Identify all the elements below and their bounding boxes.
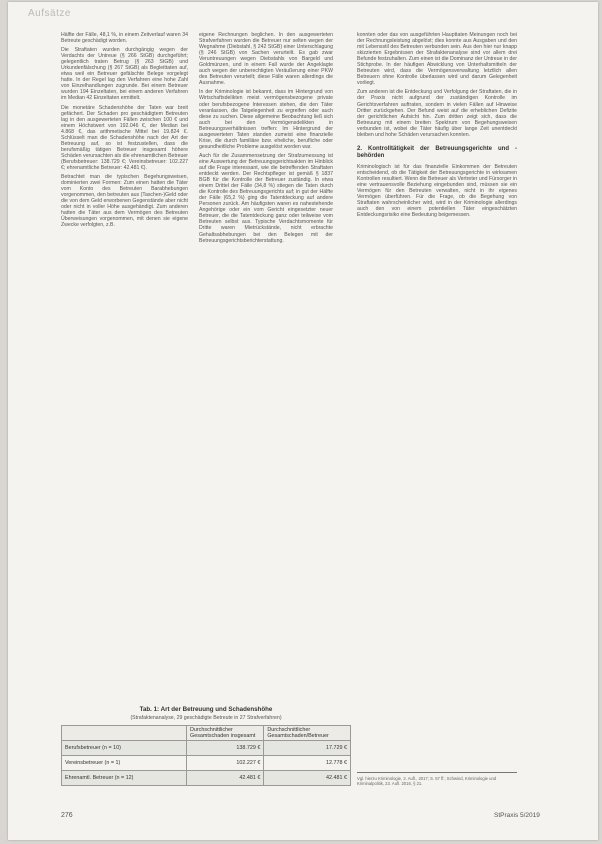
section-label: Aufsätze	[28, 8, 71, 19]
table-title: Tab. 1: Art der Betreuung und Schadenshöhe	[139, 706, 273, 713]
table-header-row	[62, 726, 351, 741]
damage-table	[61, 725, 351, 786]
table-cell: 12.778 €	[264, 756, 351, 771]
page-number: 276	[61, 812, 73, 819]
table-row	[62, 741, 351, 756]
table-cell: 42.481 €	[187, 771, 264, 786]
document-page	[8, 2, 598, 840]
paragraph: Die Straftaten wurden durchgängig wegen der Verdachts der Untreue (§ 266 StGB) durchgeführt; gelegentlich traten Betrug (§ 263 StGB) und Urkundenfälschung (§ 267 StGB) als Begleittaten auf, etwa weil ein Betreuer gefälschte Belege vorgelegt hatte. In der Regel lag den Verfahren eine hohe Zahl von Einzelhandlungen zugrunde. Bei einem Betreuer wurden 194 Einzeltaten, bei einem anderen Verfahren im Median 42 Einzeltaten ermittelt.	[61, 47, 188, 102]
table-cell: 17.729 €	[264, 741, 351, 756]
paragraph: Hälfte der Fälle, 48,1 %, in einem Zeitverlauf waren 34 Betreute geschädigt worden.	[61, 32, 188, 45]
column-middle	[199, 32, 333, 247]
column-left	[61, 32, 188, 231]
table-cell: Ehrenamtl. Betreuer (n = 12)	[62, 771, 187, 786]
paragraph: Kriminologisch ist für das finanzielle Einkommen der Betreuten entscheidend, ob die Tätigkeit der Betreuungsgerichte in wirksamen Kontrollen resultiert. Wenn die Betreuer als Vertreter und Fürsorger in eine vertrauensvolle Beziehung eingebunden sind, müssen sie ein Vermögen für den Betreuten verwalten, nicht in ihr eigenes Vermögen überführen. Für die Frage, ob die Begehung von Straftaten wahrscheinlicher wird, wird in der Kriminologie allerdings auch den von einem potentiellen Täter eingeschätzten Entdeckungsrisiko eine Bedeutung beigemessen.	[357, 163, 517, 219]
paragraph: Die monetäre Schadenshöhe der Taten war breit gefächert. Der Schaden pro geschädigtem Betreuten lag in den ausgewerteten Fällen zwischen 100 € und einem Höchstwert von 192.046 €, der Median bei 4.868 €, das arithmetische Mittel bei 19.824 €. Schlüsselt man die Schadenshöhe nach der Art der Betreuung auf, so ist festzustellen, dass die berufsmäßig tätigen Betreuer insgesamt höhere Schäden verursachten als die ehrenamtlichen Betreuer (Berufsbetreuer: 138.729 €; Vereinsbetreuer: 102.227 €; ehrenamtliche Betreuer: 42.481 €).	[61, 104, 188, 171]
table-subtitle: (Strafaktenanalyse, 29 geschädigte Betreute in 27 Strafverfahren)	[130, 715, 282, 721]
table-cell: Vereinsbetreuer (n = 1)	[62, 756, 187, 771]
table-cell: 42.481 €	[264, 771, 351, 786]
paragraph: konnten oder das von ausgeführten Haupttaten Meinungen noch bei der Rechnungsleistung abgelöst; dies konnte aus Ausgaben und den mit Lebensstil des Betreuten verbunden sein. Aus den hier nur knapp skizzierten Ergebnissen der Strafaktenanalyse sind vor allem drei Befunde festzuhalten. Zum einen ist die Dominanz der Untreue in der Stichprobe. In der häufigen Abwicklung von Unterhaltsmitteln der Betreuten wird, dass die Vermögensverwaltung letztlich allen Betreuern ohne Kontrolle überlassen wird und darum Gelegenheit vorliegt.	[357, 32, 517, 87]
section-heading: 2. Kontrolltätigkeit der Betreuungsgerichte und -behörden	[357, 145, 517, 159]
table-header-cell: Durchschnittlicher Gesamtschaden/Betreuer	[264, 726, 351, 741]
table-row	[62, 756, 351, 771]
column-right	[357, 32, 517, 221]
paragraph: Zum anderen ist die Entdeckung und Verfolgung der Straftaten, die in der Praxis nicht aufgrund der zuständigen Kontrolle im Gerichtsverfahren auftraten, sondern in vielen Fällen auf Hinweise Dritter zurückgehen. Der Befund weist auf die erheblichen Defizite der gerichtlichen Aufsicht hin. Zum dritten zeigt sich, dass die Betreuung mit einem breiten Spektrum von Begehungsweisen verbunden ist, wobei die Täter häufig über lange Zeit unentdeckt bleiben und hohe Schäden verursachen konnten.	[357, 89, 517, 138]
table-header-cell: Durchschnittlicher Gesamtschaden insgesamt	[187, 726, 264, 741]
table-cell: 138.729 €	[187, 741, 264, 756]
paragraph: Betrachtet man die typischen Begehungsweisen, dominierten zwei Formen: Zum einen hatten die Täter vom Konto des Betreuten Barabhebungen vorgenommen, den betreuten aus (Taschen-)Geld oder die von dem Geld erworbenen Gegenstände aber nicht oder nicht in voller Höhe ausgehändigt. Zum anderen hatten die Täter aus dem Vermögen des Betreuten Überweisungen vorgenommen, mit denen sie eigene Zwecke verfolgten, z.B.	[61, 174, 188, 229]
table-header-cell	[62, 726, 187, 741]
paragraph: eigene Rechnungen beglichen. In den ausgewerteten Strafverfahren wurden die Betreuer nur selten wegen der Wegnahme (Diebstahl, § 242 StGB) einer Unterschlagung (§ 246 StGB) von Sachen verurteilt. Es gab zwar Veruntreuungen wegen Diebstahls von Bargeld und Goldmünzen, und in einem Fall wurde der Angeklagte auch wegen der unberechtigten Veräußerung einer PKW des Betreuten verurteilt; diese Fälle waren allerdings die Ausnahme.	[199, 32, 333, 87]
paragraph: Auch für die Zusammensetzung der Strafzumessung ist eine Auswertung der Betreuungsgerichtsakten im Hinblick auf die Frage interessant, wie die betreffenden Straftaten entdeckt werden. Der Rechtspfleger ist gemäß § 1837 BGB für die Kontrolle der Betreuer zuständig. In etwa einem Drittel der Fälle (34,8 %) stiegen die Taten durch die Kontrolle des Betreuungsgerichts auf; in gut der Hälfte der Fälle (65,2 %) ging die Tatentdeckung auf andere Personen zurück. Am häufigsten waren es nahestehende Angehörige oder ein vom Gericht eingesetzter neuer Betreuer, die die Tatentdeckung ganz oder teilweise vom Betreuten selbst aus. Typische Verdachtsmomente für Dritte waren Mietrückstände, nicht erbrachte Gehaltsabhebungen bei den Belegen mit der Betreuungsgerichtsberichterstattung.	[199, 152, 333, 244]
table-row	[62, 771, 351, 786]
journal-name: StPraxis 5/2019	[494, 812, 540, 819]
table-cell: Berufsbetreuer (n = 10)	[62, 741, 187, 756]
paragraph: In der Kriminologie ist bekannt, dass im Hintergrund von Wirtschaftsdelikten meist vermögensbezogene private oder berufsbezogene Interessen stehen, die den Täter veranlassen, die Tatgelegenheit zu ergreifen oder auch diese zu suchen. Diese allgemeine Beobachtung ließ sich auch bei den Vermögensdelikten in Betreuungsverhältnissen treffen: Im Hintergrund der ausgewerteten Taten standen zumeist eine finanzielle Krise, die durch familiäre bzw. eheliche, berufliche oder gesundheitliche Probleme ausgelöst worden war.	[199, 89, 333, 150]
footnote: Vgl. hierzu Kriminologie, 2. Aufl., 2017; S. 57 ff.; Schwind, Kriminologie und Kriminalpolitik, 23. Aufl. 2016, § 21.	[357, 772, 517, 786]
table-1	[61, 706, 351, 786]
table-cell: 102.227 €	[187, 756, 264, 771]
